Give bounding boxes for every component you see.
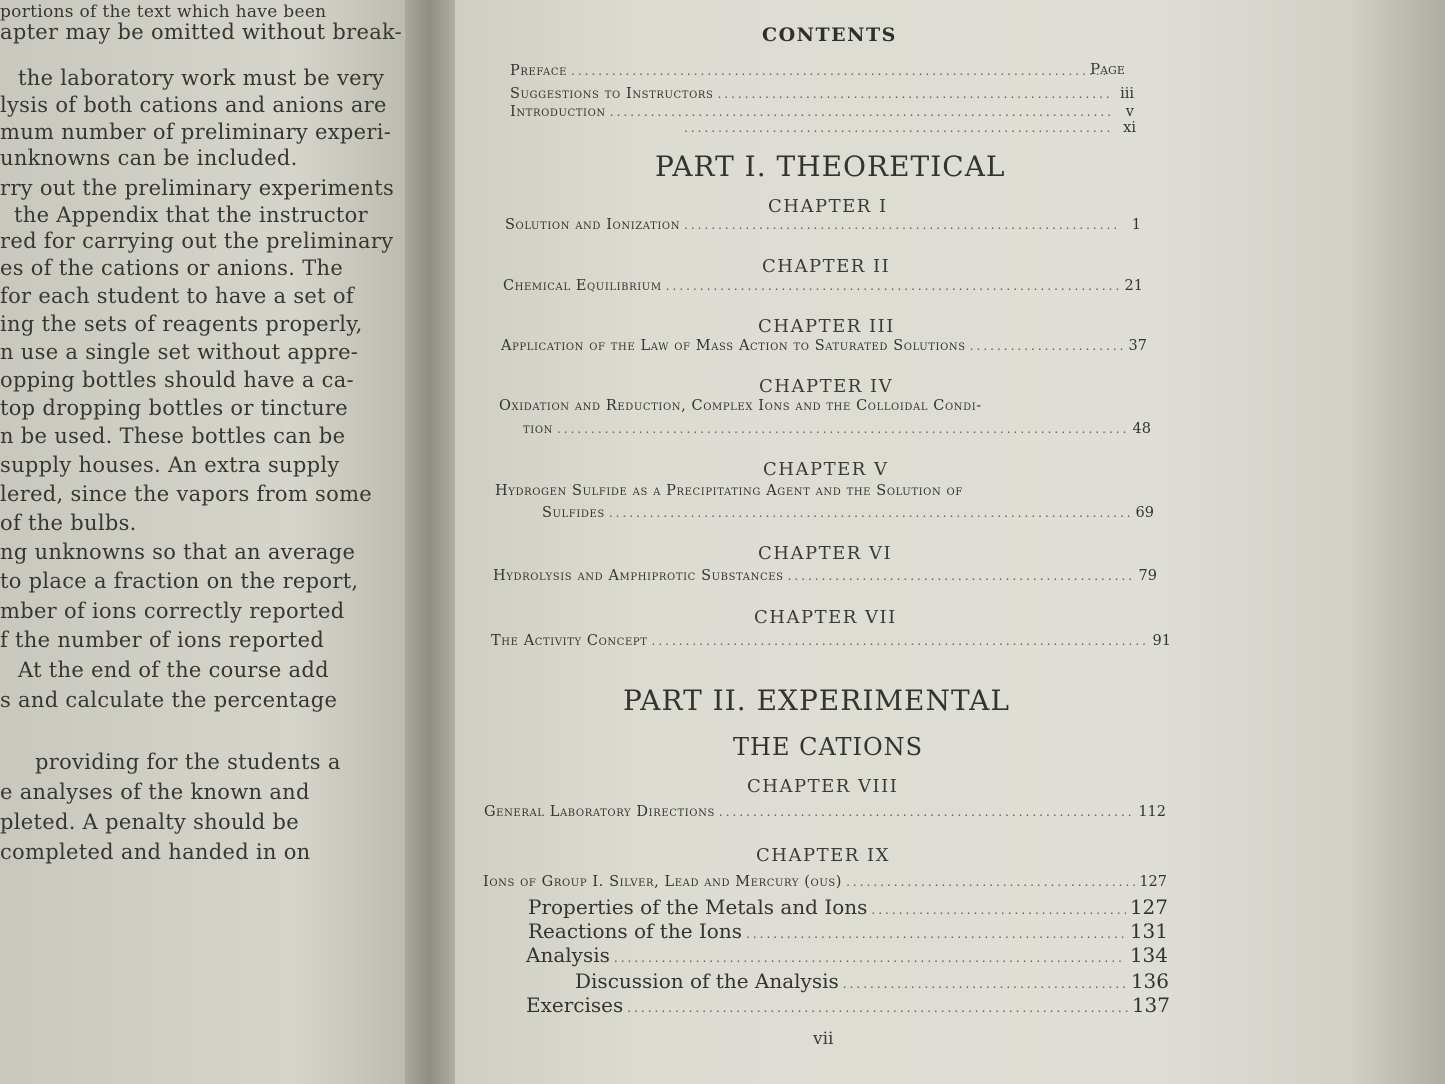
left-text-line: n be used. These bottles can be bbox=[0, 424, 346, 448]
toc-leader-dots bbox=[684, 218, 1117, 232]
left-text-line: providing for the students a bbox=[35, 750, 341, 774]
toc-entry-chapter-3 bbox=[501, 338, 1147, 354]
toc-entry-chapter-1 bbox=[505, 217, 1141, 233]
toc-leader-dots bbox=[571, 64, 1110, 78]
toc-entry-page: 37 bbox=[1128, 338, 1147, 354]
toc-leader-dots bbox=[788, 569, 1133, 583]
toc-entry-title: Chemical Equilibrium bbox=[503, 278, 662, 294]
left-text-line: s and calculate the percentage bbox=[0, 688, 338, 712]
toc-entry-title: tion bbox=[523, 421, 553, 437]
toc-entry-page: xi bbox=[1123, 120, 1136, 136]
left-text-line: supply houses. An extra supply bbox=[0, 453, 340, 477]
left-text-line: n use a single set without appre- bbox=[0, 340, 359, 364]
toc-entry-chapter-5-line2 bbox=[542, 505, 1154, 521]
toc-entry-page: 79 bbox=[1138, 568, 1157, 584]
left-text-line: rry out the preliminary experiments bbox=[0, 176, 395, 200]
toc-subentry bbox=[526, 993, 1170, 1017]
chapter-heading: CHAPTER VIII bbox=[747, 776, 899, 797]
toc-entry-chapter-6 bbox=[493, 568, 1157, 584]
toc-leader-dots bbox=[627, 1001, 1128, 1015]
toc-entry-title: Application of the Law of Mass Action to Saturated Solutions bbox=[501, 338, 966, 354]
chapter-heading: CHAPTER IV bbox=[759, 376, 894, 397]
toc-entry-title: Reactions of the Ions bbox=[528, 919, 742, 943]
page-column-label: Page bbox=[1090, 60, 1125, 78]
toc-entry-page: 131 bbox=[1129, 919, 1168, 943]
left-text-line: ng unknowns so that an average bbox=[0, 540, 356, 564]
toc-leader-dots bbox=[610, 105, 1110, 119]
toc-entry-introduction-page bbox=[680, 120, 1136, 136]
left-text-line: pleted. A penalty should be bbox=[0, 810, 299, 834]
toc-entry-page: v bbox=[1125, 104, 1134, 120]
toc-leader-dots bbox=[843, 977, 1127, 991]
left-text-line: the Appendix that the instructor bbox=[14, 203, 368, 227]
toc-entry-chapter-2 bbox=[503, 278, 1143, 294]
toc-leader-dots bbox=[557, 422, 1127, 436]
toc-entry-title: Introduction bbox=[510, 104, 606, 120]
toc-subentry bbox=[575, 969, 1169, 993]
left-text-line: lered, since the vapors from some bbox=[0, 482, 373, 506]
toc-entry-title: Analysis bbox=[526, 943, 610, 967]
toc-entry-page: iii bbox=[1120, 86, 1134, 102]
toc-leader-dots bbox=[746, 927, 1126, 941]
toc-entry-title: Ions of Group I. Silver, Lead and Mercury (ous) bbox=[483, 874, 843, 890]
left-text-line: mber of ions correctly reported bbox=[0, 599, 345, 623]
left-text-line: completed and handed in on bbox=[0, 840, 311, 864]
toc-entry-title: Discussion of the Analysis bbox=[575, 969, 839, 993]
toc-entry-chapter-4-line2 bbox=[523, 421, 1151, 437]
toc-entry-page: 137 bbox=[1131, 993, 1170, 1017]
toc-leader-dots bbox=[871, 903, 1125, 917]
toc-entry-title: The Activity Concept bbox=[491, 633, 648, 649]
toc-entry-page: 134 bbox=[1129, 943, 1168, 967]
toc-entry-title: Exercises bbox=[526, 993, 624, 1017]
toc-entry-page: 136 bbox=[1130, 969, 1169, 993]
contents-heading: CONTENTS bbox=[762, 24, 897, 46]
toc-leader-dots bbox=[846, 875, 1135, 889]
toc-entry-chapter-4-line1 bbox=[499, 398, 1159, 414]
toc-entry-page: 112 bbox=[1138, 804, 1166, 820]
toc-entry-title: Preface bbox=[510, 63, 568, 79]
part-two-title: PART II. EXPERIMENTAL bbox=[623, 684, 1010, 717]
left-text-line: red for carrying out the preliminary bbox=[0, 229, 394, 253]
toc-subentry bbox=[526, 943, 1168, 967]
toc-entry-title: Sulfides bbox=[542, 505, 605, 521]
toc-entry-chapter-5-line1 bbox=[495, 483, 1165, 499]
toc-entry-page: 69 bbox=[1135, 505, 1154, 521]
left-text-line: apter may be omitted without break- bbox=[0, 20, 403, 44]
left-text-line: ing the sets of reagents properly, bbox=[0, 312, 363, 336]
page-folio: vii bbox=[813, 1029, 834, 1049]
chapter-heading: CHAPTER II bbox=[762, 256, 891, 277]
right-page bbox=[455, 0, 1445, 1084]
toc-entry-suggestions bbox=[510, 86, 1134, 102]
chapter-heading: CHAPTER IX bbox=[756, 845, 890, 866]
toc-leader-dots bbox=[614, 951, 1126, 965]
left-text-line: mum number of preliminary experi- bbox=[0, 120, 392, 144]
toc-entry-page: 1 bbox=[1131, 217, 1141, 233]
toc-leader-dots bbox=[719, 805, 1134, 819]
left-text-line: portions of the text which have been bbox=[0, 2, 327, 22]
toc-entry-title: Hydrogen Sulfide as a Precipitating Agent and the Solution of bbox=[495, 483, 963, 499]
toc-leader-dots bbox=[652, 634, 1148, 648]
left-text-line: to place a fraction on the report, bbox=[0, 569, 359, 593]
chapter-heading: CHAPTER V bbox=[763, 459, 889, 480]
chapter-heading: CHAPTER VI bbox=[758, 543, 893, 564]
left-text-line: lysis of both cations and anions are bbox=[0, 93, 387, 117]
toc-entry-chapter-9-main bbox=[483, 874, 1167, 890]
left-page bbox=[0, 0, 420, 1084]
chapter-heading: CHAPTER VII bbox=[754, 607, 897, 628]
toc-subentry bbox=[528, 895, 1168, 919]
left-text-line: of the bulbs. bbox=[0, 511, 137, 535]
toc-entry-preface bbox=[510, 63, 1134, 79]
toc-leader-dots bbox=[609, 506, 1130, 520]
toc-entry-introduction bbox=[510, 104, 1134, 120]
cations-section-title: THE CATIONS bbox=[733, 733, 924, 761]
toc-entry-page: 127 bbox=[1139, 874, 1167, 890]
left-text-line: unknowns can be included. bbox=[0, 146, 298, 170]
chapter-heading: CHAPTER I bbox=[768, 196, 888, 217]
toc-entry-page: 48 bbox=[1132, 421, 1151, 437]
toc-leader-dots bbox=[666, 279, 1119, 293]
toc-entry-chapter-8 bbox=[484, 804, 1166, 820]
toc-entry-title: Suggestions to Instructors bbox=[510, 86, 714, 102]
toc-entry-title: Oxidation and Reduction, Complex Ions and the Colloidal Condi- bbox=[499, 398, 982, 414]
page-edge-shadow bbox=[1350, 0, 1445, 1084]
toc-leader-dots bbox=[684, 121, 1112, 135]
left-text-line: opping bottles should have a ca- bbox=[0, 368, 354, 392]
part-one-title: PART I. THEORETICAL bbox=[655, 150, 1006, 183]
toc-entry-title: General Laboratory Directions bbox=[484, 804, 715, 820]
left-text-line: es of the cations or anions. The bbox=[0, 256, 344, 280]
toc-leader-dots bbox=[717, 87, 1110, 101]
toc-entry-title: Properties of the Metals and Ions bbox=[528, 895, 868, 919]
toc-entry-page: 91 bbox=[1152, 633, 1171, 649]
chapter-heading: CHAPTER III bbox=[758, 316, 895, 337]
left-text-line: the laboratory work must be very bbox=[18, 66, 385, 90]
left-text-line: e analyses of the known and bbox=[0, 780, 310, 804]
toc-leader-dots bbox=[970, 339, 1123, 353]
toc-entry-title: Solution and Ionization bbox=[505, 217, 681, 233]
toc-entry-page: 21 bbox=[1124, 278, 1143, 294]
toc-entry-title: Hydrolysis and Amphiprotic Substances bbox=[493, 568, 784, 584]
toc-entry-chapter-7 bbox=[491, 633, 1171, 649]
toc-entry-page: 127 bbox=[1129, 895, 1168, 919]
left-text-line: f the number of ions reported bbox=[0, 628, 325, 652]
left-text-line: top dropping bottles or tincture bbox=[0, 396, 348, 420]
left-text-line: for each student to have a set of bbox=[0, 284, 354, 308]
left-text-line: At the end of the course add bbox=[18, 658, 329, 682]
toc-subentry bbox=[528, 919, 1168, 943]
